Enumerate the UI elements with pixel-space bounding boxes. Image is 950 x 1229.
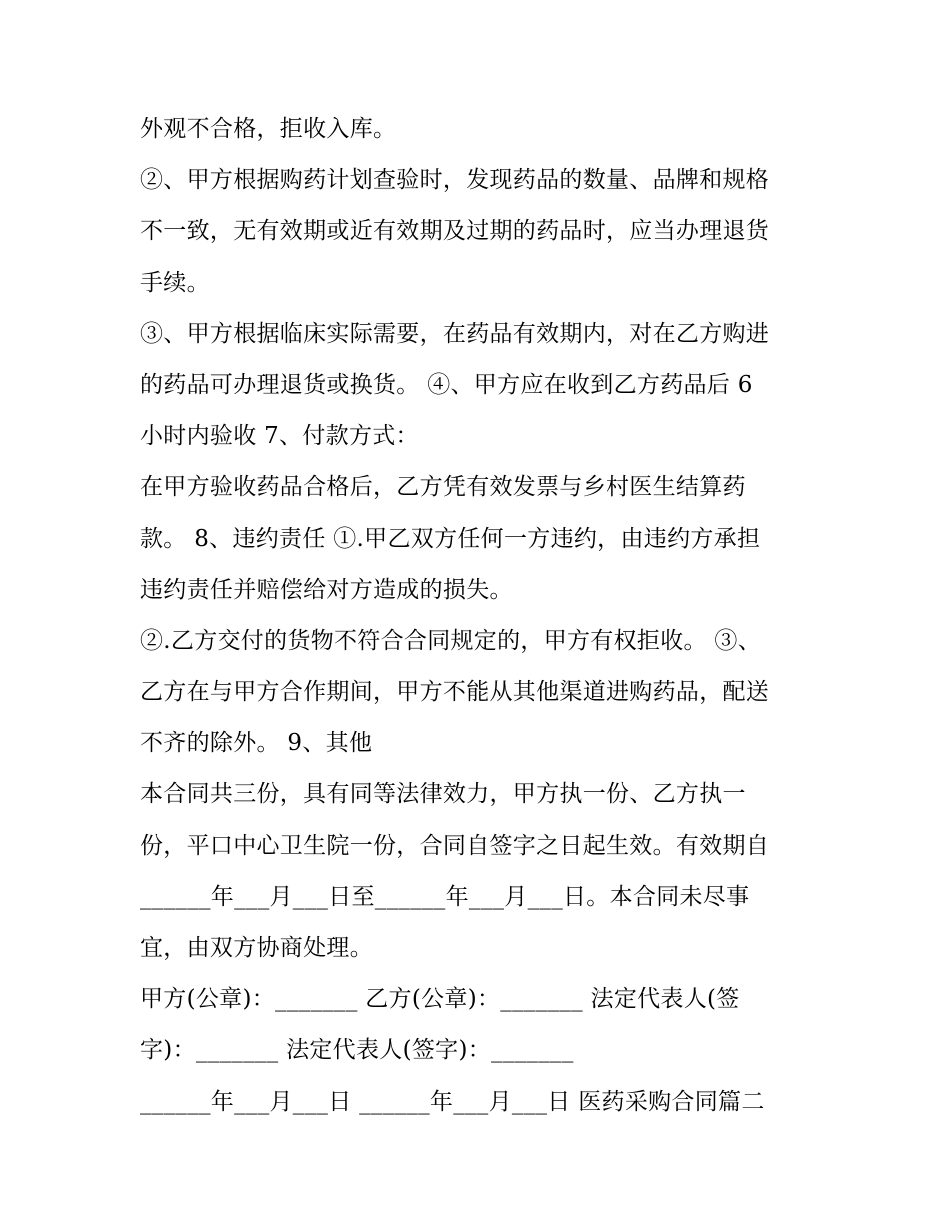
text-line: 不一致，无有效期或近有效期及过期的药品时，应当办理退货 — [140, 218, 770, 245]
text-line: 本合同共三份，具有同等法律效力，甲方执一份、乙方执一 — [140, 781, 746, 808]
text-line: 不齐的除外。 9、其他 — [140, 730, 373, 757]
contract-text-body — [140, 104, 820, 1128]
text-line: ______年___月___日至______年___月___日。本合同未尽事 — [140, 883, 750, 910]
text-line: 字)：_______ 法定代表人(签字)：_______ — [140, 1037, 574, 1064]
text-line: ③、甲方根据临床实际需要，在药品有效期内，对在乙方购进 — [140, 320, 770, 347]
text-line: ______年___月___日 ______年___月___日 医药采购合同篇二 — [140, 1088, 765, 1115]
text-line: 宜，由双方协商处理。 — [140, 935, 373, 961]
text-line: 违约责任并赔偿给对方造成的损失。 — [140, 576, 513, 603]
text-line: 手续。 — [140, 269, 210, 296]
text-line: 份，平口中心卫生院一份，合同自签字之日起生效。有效期自 — [140, 832, 770, 859]
text-line: 甲方(公章)：_______ 乙方(公章)：_______ 法定代表人(签 — [140, 986, 740, 1013]
text-line: 的药品可办理退货或换货。 ④、甲方应在收到乙方药品后 6 — [140, 371, 753, 398]
text-line: 小时内验收 7、付款方式： — [140, 423, 419, 450]
text-line: ②.乙方交付的货物不符合合同规定的，甲方有权拒收。 ③、 — [140, 627, 762, 654]
text-line: 乙方在与甲方合作期间，甲方不能从其他渠道进购药品，配送 — [140, 679, 770, 706]
text-line: 款。 8、违约责任 ①.甲乙双方任何一方违约，由违约方承担 — [140, 525, 761, 552]
text-line: 外观不合格，拒收入库。 — [140, 116, 397, 142]
text-line: 在甲方验收药品合格后，乙方凭有效发票与乡村医生结算药 — [140, 474, 746, 501]
text-line: ②、甲方根据购药计划查验时，发现药品的数量、品牌和规格 — [140, 167, 770, 194]
